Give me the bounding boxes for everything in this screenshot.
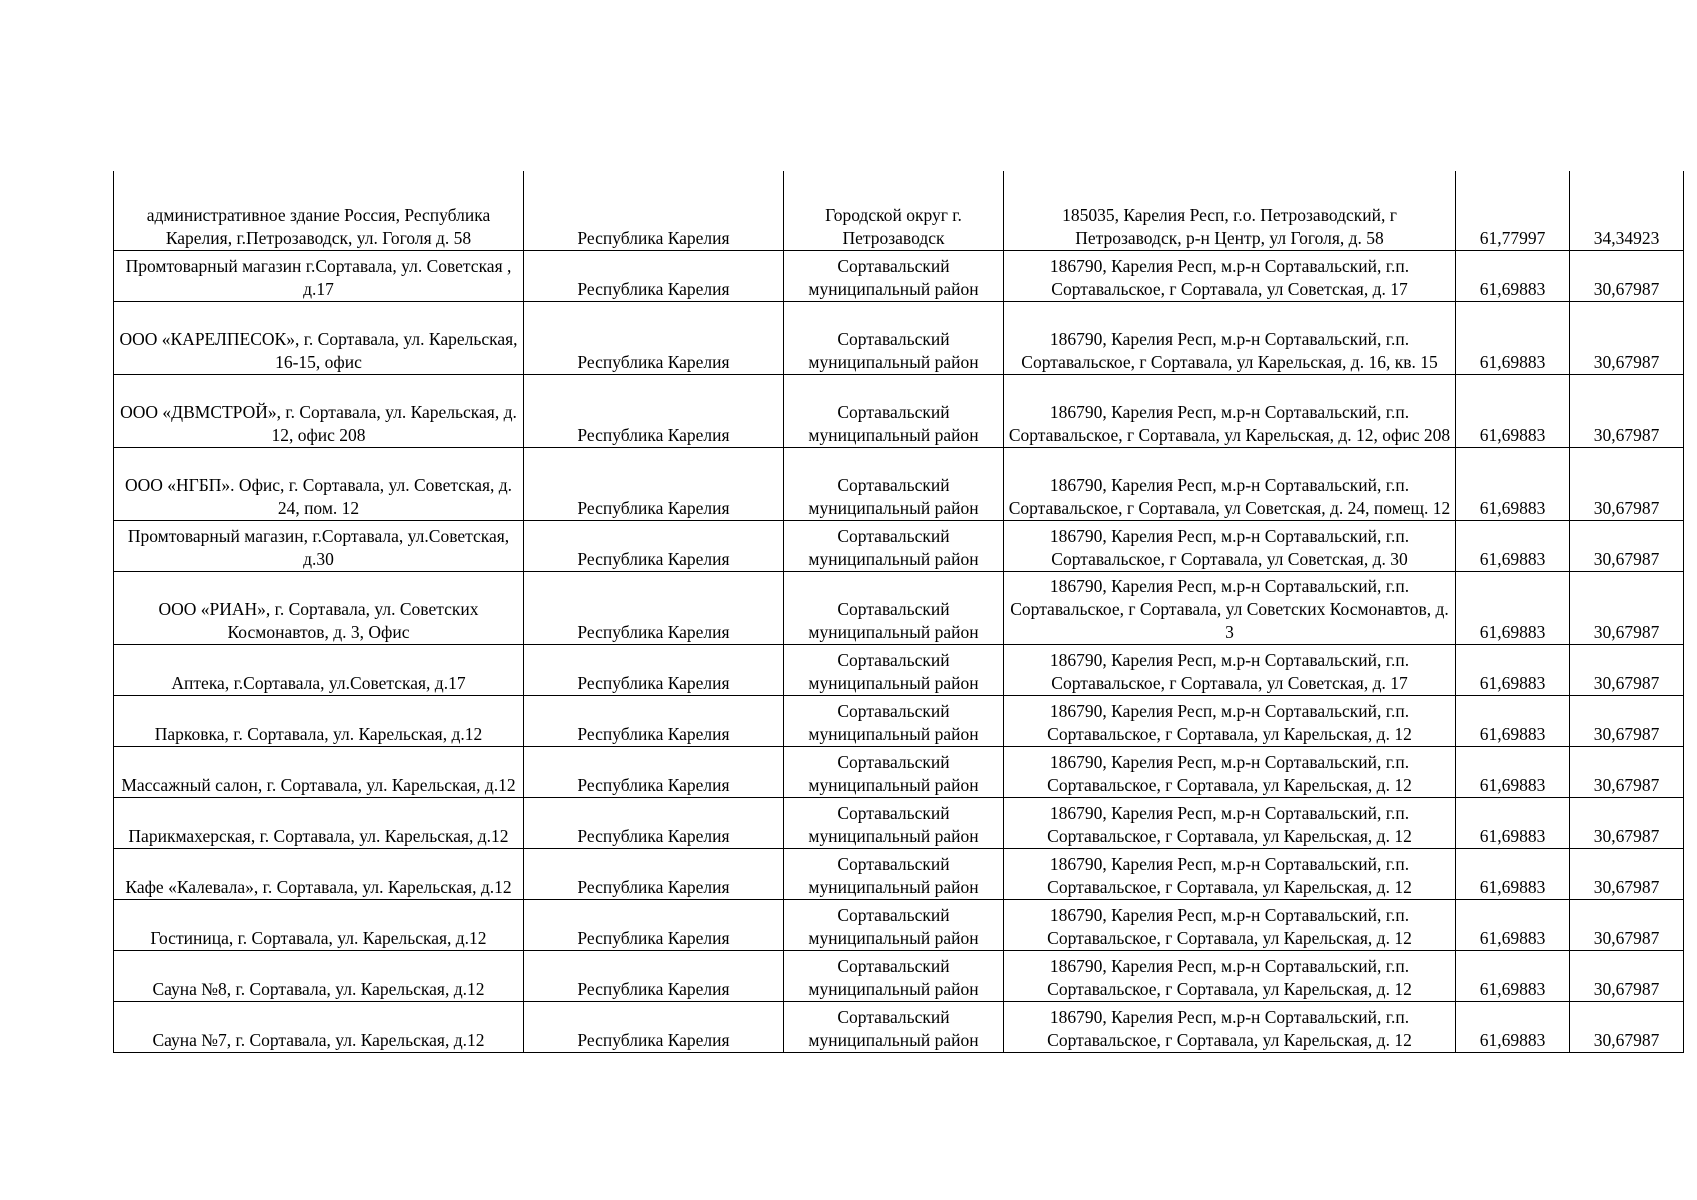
district-cell: Сортавальский муниципальный район: [784, 520, 1004, 571]
address-cell: 186790, Карелия Респ, м.р-н Сортавальский, г.п. Сортавальское, г Сортавала, ул Карельская, д. 12: [1004, 797, 1456, 848]
region-cell: Республика Карелия: [524, 1001, 784, 1052]
address-cell: 186790, Карелия Респ, м.р-н Сортавальский, г.п. Сортавальское, г Сортавала, ул Карельская, д. 12: [1004, 848, 1456, 899]
region-cell: Республика Карелия: [524, 571, 784, 644]
longitude-cell: 30,67987: [1570, 1001, 1684, 1052]
district-cell: Сортавальский муниципальный район: [784, 571, 1004, 644]
district-cell: Сортавальский муниципальный район: [784, 1001, 1004, 1052]
table-row: [114, 797, 1684, 848]
latitude-cell: 61,69883: [1456, 447, 1570, 520]
longitude-cell: 30,67987: [1570, 797, 1684, 848]
latitude-cell: 61,69883: [1456, 695, 1570, 746]
object-cell: административное здание Россия, Республика Карелия, г.Петрозаводск, ул. Гоголя д. 58: [114, 171, 524, 250]
table-row: [114, 250, 1684, 301]
object-cell: Парковка, г. Сортавала, ул. Карельская, д.12: [114, 695, 524, 746]
district-cell: Сортавальский муниципальный район: [784, 695, 1004, 746]
district-cell: Сортавальский муниципальный район: [784, 848, 1004, 899]
latitude-cell: 61,69883: [1456, 644, 1570, 695]
longitude-cell: 30,67987: [1570, 374, 1684, 447]
address-cell: 186790, Карелия Респ, м.р-н Сортавальский, г.п. Сортавальское, г Сортавала, ул Карельская, д. 12: [1004, 746, 1456, 797]
table-row: [114, 950, 1684, 1001]
object-cell: ООО «НГБП». Офис, г. Сортавала, ул. Советская, д. 24, пом. 12: [114, 447, 524, 520]
address-cell: 186790, Карелия Респ, м.р-н Сортавальский, г.п. Сортавальское, г Сортавала, ул Карельская, д. 12: [1004, 1001, 1456, 1052]
region-cell: Республика Карелия: [524, 644, 784, 695]
district-cell: Сортавальский муниципальный район: [784, 899, 1004, 950]
longitude-cell: 30,67987: [1570, 520, 1684, 571]
region-cell: Республика Карелия: [524, 520, 784, 571]
region-cell: Республика Карелия: [524, 797, 784, 848]
table-body: [114, 171, 1684, 1052]
table-row: [114, 1001, 1684, 1052]
object-cell: Парикмахерская, г. Сортавала, ул. Карельская, д.12: [114, 797, 524, 848]
region-cell: Республика Карелия: [524, 848, 784, 899]
address-cell: 186790, Карелия Респ, м.р-н Сортавальский, г.п. Сортавальское, г Сортавала, ул Советская, д. 17: [1004, 644, 1456, 695]
district-cell: Сортавальский муниципальный район: [784, 797, 1004, 848]
region-cell: Республика Карелия: [524, 695, 784, 746]
latitude-cell: 61,77997: [1456, 171, 1570, 250]
object-cell: Гостиница, г. Сортавала, ул. Карельская, д.12: [114, 899, 524, 950]
address-cell: 186790, Карелия Респ, м.р-н Сортавальский, г.п. Сортавальское, г Сортавала, ул Карельская, д. 12: [1004, 695, 1456, 746]
longitude-cell: 30,67987: [1570, 848, 1684, 899]
address-cell: 186790, Карелия Респ, м.р-н Сортавальский, г.п. Сортавальское, г Сортавала, ул Советская, д. 30: [1004, 520, 1456, 571]
table-row: [114, 848, 1684, 899]
region-cell: Республика Карелия: [524, 447, 784, 520]
address-cell: 186790, Карелия Респ, м.р-н Сортавальский, г.п. Сортавальское, г Сортавала, ул Карельская, д. 12, офис 208: [1004, 374, 1456, 447]
district-cell: Сортавальский муниципальный район: [784, 447, 1004, 520]
region-cell: Республика Карелия: [524, 250, 784, 301]
district-cell: Сортавальский муниципальный район: [784, 644, 1004, 695]
address-cell: 186790, Карелия Респ, м.р-н Сортавальский, г.п. Сортавальское, г Сортавала, ул Советская, д. 17: [1004, 250, 1456, 301]
table-row: [114, 520, 1684, 571]
district-cell: Сортавальский муниципальный район: [784, 950, 1004, 1001]
region-cell: Республика Карелия: [524, 950, 784, 1001]
region-cell: Республика Карелия: [524, 374, 784, 447]
object-cell: ООО «РИАН», г. Сортавала, ул. Советских Космонавтов, д. 3, Офис: [114, 571, 524, 644]
latitude-cell: 61,69883: [1456, 301, 1570, 374]
locations-table: [113, 171, 1684, 1053]
longitude-cell: 30,67987: [1570, 746, 1684, 797]
latitude-cell: 61,69883: [1456, 520, 1570, 571]
table-row: [114, 301, 1684, 374]
table-row: [114, 644, 1684, 695]
object-cell: Промтоварный магазин г.Сортавала, ул. Советская , д.17: [114, 250, 524, 301]
table-row: [114, 899, 1684, 950]
district-cell: Сортавальский муниципальный район: [784, 374, 1004, 447]
longitude-cell: 30,67987: [1570, 899, 1684, 950]
address-cell: 186790, Карелия Респ, м.р-н Сортавальский, г.п. Сортавальское, г Сортавала, ул Карельская, д. 12: [1004, 950, 1456, 1001]
object-cell: ООО «ДВМСТРОЙ», г. Сортавала, ул. Карельская, д. 12, офис 208: [114, 374, 524, 447]
latitude-cell: 61,69883: [1456, 797, 1570, 848]
object-cell: Массажный салон, г. Сортавала, ул. Карельская, д.12: [114, 746, 524, 797]
address-cell: 186790, Карелия Респ, м.р-н Сортавальский, г.п. Сортавальское, г Сортавала, ул Советская, д. 24, помещ. 12: [1004, 447, 1456, 520]
longitude-cell: 30,67987: [1570, 250, 1684, 301]
latitude-cell: 61,69883: [1456, 746, 1570, 797]
table-row: [114, 171, 1684, 250]
district-cell: Городской округ г. Петрозаводск: [784, 171, 1004, 250]
latitude-cell: 61,69883: [1456, 571, 1570, 644]
longitude-cell: 30,67987: [1570, 695, 1684, 746]
latitude-cell: 61,69883: [1456, 848, 1570, 899]
latitude-cell: 61,69883: [1456, 250, 1570, 301]
latitude-cell: 61,69883: [1456, 950, 1570, 1001]
address-cell: 185035, Карелия Респ, г.о. Петрозаводский, г Петрозаводск, р-н Центр, ул Гоголя, д. 58: [1004, 171, 1456, 250]
region-cell: Республика Карелия: [524, 899, 784, 950]
object-cell: Сауна №7, г. Сортавала, ул. Карельская, д.12: [114, 1001, 524, 1052]
region-cell: Республика Карелия: [524, 746, 784, 797]
object-cell: Кафе «Калевала», г. Сортавала, ул. Карельская, д.12: [114, 848, 524, 899]
object-cell: Аптека, г.Сортавала, ул.Советская, д.17: [114, 644, 524, 695]
table-row: [114, 447, 1684, 520]
object-cell: Сауна №8, г. Сортавала, ул. Карельская, д.12: [114, 950, 524, 1001]
latitude-cell: 61,69883: [1456, 899, 1570, 950]
longitude-cell: 30,67987: [1570, 301, 1684, 374]
address-cell: 186790, Карелия Респ, м.р-н Сортавальский, г.п. Сортавальское, г Сортавала, ул Карельская, д. 16, кв. 15: [1004, 301, 1456, 374]
latitude-cell: 61,69883: [1456, 374, 1570, 447]
district-cell: Сортавальский муниципальный район: [784, 250, 1004, 301]
district-cell: Сортавальский муниципальный район: [784, 301, 1004, 374]
table-row: [114, 695, 1684, 746]
longitude-cell: 30,67987: [1570, 571, 1684, 644]
latitude-cell: 61,69883: [1456, 1001, 1570, 1052]
longitude-cell: 30,67987: [1570, 447, 1684, 520]
address-cell: 186790, Карелия Респ, м.р-н Сортавальский, г.п. Сортавальское, г Сортавала, ул Карельская, д. 12: [1004, 899, 1456, 950]
region-cell: Республика Карелия: [524, 301, 784, 374]
object-cell: ООО «КАРЕЛПЕСОК», г. Сортавала, ул. Карельская, 16-15, офис: [114, 301, 524, 374]
table-row: [114, 374, 1684, 447]
longitude-cell: 30,67987: [1570, 950, 1684, 1001]
address-cell: 186790, Карелия Респ, м.р-н Сортавальский, г.п. Сортавальское, г Сортавала, ул Советских Космонавтов, д. 3: [1004, 571, 1456, 644]
longitude-cell: 30,67987: [1570, 644, 1684, 695]
object-cell: Промтоварный магазин, г.Сортавала, ул.Советская, д.30: [114, 520, 524, 571]
region-cell: Республика Карелия: [524, 171, 784, 250]
table-row: [114, 746, 1684, 797]
longitude-cell: 34,34923: [1570, 171, 1684, 250]
district-cell: Сортавальский муниципальный район: [784, 746, 1004, 797]
table-row: [114, 571, 1684, 644]
